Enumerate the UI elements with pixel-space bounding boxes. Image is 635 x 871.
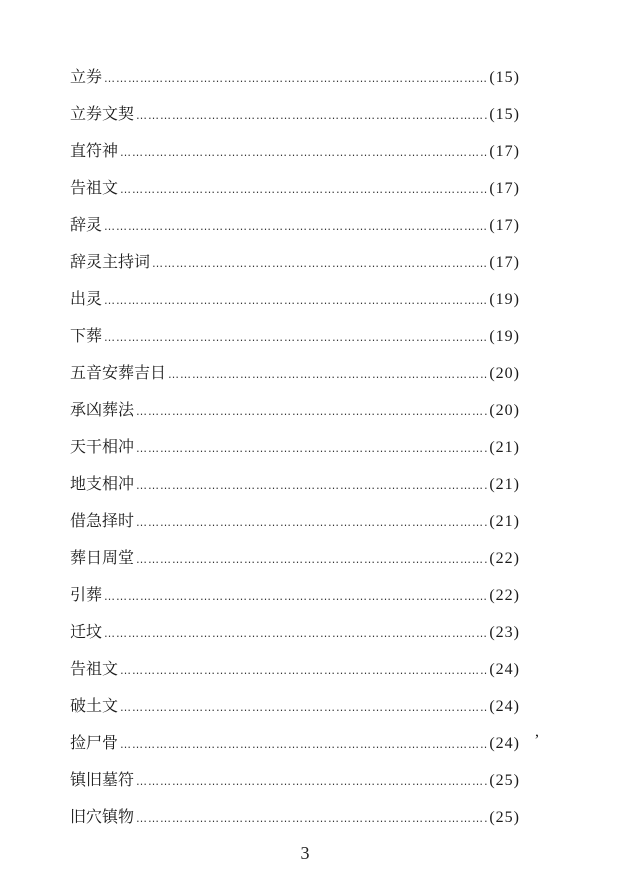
toc-entry [70, 798, 520, 835]
toc-entry-page: (21) [489, 476, 520, 493]
dot-leader [136, 97, 487, 134]
toc-entry-page: (25) [489, 772, 520, 789]
dot-leader [136, 541, 487, 578]
toc-entry-page: (24) [489, 698, 520, 715]
toc-entry-title: 引葬 [70, 585, 103, 604]
toc-entry-page: (17) [489, 180, 520, 197]
dot-leader [120, 726, 487, 763]
toc-entry-page: (22) [489, 587, 520, 604]
toc-entry-title: 捡尸骨 [70, 733, 119, 752]
toc-entry-title: 直符神 [70, 141, 119, 160]
toc-entry [70, 169, 520, 206]
toc-entry-page: (19) [489, 291, 520, 308]
toc-entry-page: (22) [489, 550, 520, 567]
toc-entry [70, 539, 520, 576]
toc-entry-page: (21) [489, 513, 520, 530]
toc-entry-title: 告祖文 [70, 659, 119, 678]
toc-entry [70, 354, 520, 391]
dot-leader [136, 800, 487, 837]
toc-entry-page: (20) [489, 402, 520, 419]
toc-entry-title: 地支相冲 [70, 474, 135, 493]
dot-leader [120, 171, 487, 208]
dot-leader [104, 615, 487, 652]
toc-entry-page: (23) [489, 624, 520, 641]
toc-entry-title: 旧穴镇物 [70, 807, 135, 826]
dot-leader [104, 208, 487, 245]
dot-leader [136, 393, 487, 430]
stray-comma-mark: , [535, 723, 539, 740]
toc-entry [70, 576, 520, 613]
toc-entry [70, 280, 520, 317]
toc-entry [70, 724, 520, 761]
toc-entry [70, 502, 520, 539]
toc-entry-page: (15) [489, 106, 520, 123]
toc-entry [70, 613, 520, 650]
toc-entry-page: (25) [489, 809, 520, 826]
toc-entry [70, 650, 520, 687]
toc-entry-title: 迁坟 [70, 622, 103, 641]
toc-entry-page: (20) [489, 365, 520, 382]
dot-leader [104, 578, 487, 615]
dot-leader [120, 652, 487, 689]
toc-entry-title: 承凶葬法 [70, 400, 135, 419]
toc-entry-page: (17) [489, 254, 520, 271]
toc-entry-page: (21) [489, 439, 520, 456]
toc-entry-page: (17) [489, 217, 520, 234]
dot-leader [120, 134, 487, 171]
toc-entry-title: 辞灵 [70, 215, 103, 234]
toc-entry [70, 687, 520, 724]
dot-leader [136, 504, 487, 541]
dot-leader [136, 467, 487, 504]
toc-entry [70, 465, 520, 502]
toc-entry-title: 出灵 [70, 289, 103, 308]
toc-entry-title: 葬日周堂 [70, 548, 135, 567]
dot-leader [104, 282, 487, 319]
dot-leader [136, 763, 487, 800]
toc-entry [70, 317, 520, 354]
dot-leader [136, 430, 487, 467]
toc-entry-title: 五音安葬吉日 [70, 363, 167, 382]
toc-entry-title: 辞灵主持词 [70, 252, 151, 271]
toc-entry [70, 206, 520, 243]
toc-entry-title: 告祖文 [70, 178, 119, 197]
toc-entry-page: (19) [489, 328, 520, 345]
toc-entry [70, 761, 520, 798]
toc-entry-page: (24) [489, 735, 520, 752]
toc-entry [70, 428, 520, 465]
table-of-contents [70, 58, 520, 835]
dot-leader [120, 689, 487, 726]
dot-leader [168, 356, 487, 393]
toc-entry-page: (24) [489, 661, 520, 678]
toc-entry-title: 借急择时 [70, 511, 135, 530]
toc-entry-title: 破土文 [70, 696, 119, 715]
dot-leader [152, 245, 487, 282]
toc-entry-title: 下葬 [70, 326, 103, 345]
toc-entry-title: 立券 [70, 67, 103, 86]
toc-entry-page: (15) [489, 69, 520, 86]
toc-entry [70, 391, 520, 428]
toc-entry [70, 95, 520, 132]
dot-leader [104, 319, 487, 356]
toc-entry-page: (17) [489, 143, 520, 160]
toc-entry [70, 58, 520, 95]
toc-entry-title: 天干相冲 [70, 437, 135, 456]
toc-entry-title: 镇旧墓符 [70, 770, 135, 789]
toc-entry [70, 243, 520, 280]
page-number: 3 [300, 843, 310, 863]
toc-entry-title: 立券文契 [70, 104, 135, 123]
dot-leader [104, 60, 487, 97]
toc-entry [70, 132, 520, 169]
